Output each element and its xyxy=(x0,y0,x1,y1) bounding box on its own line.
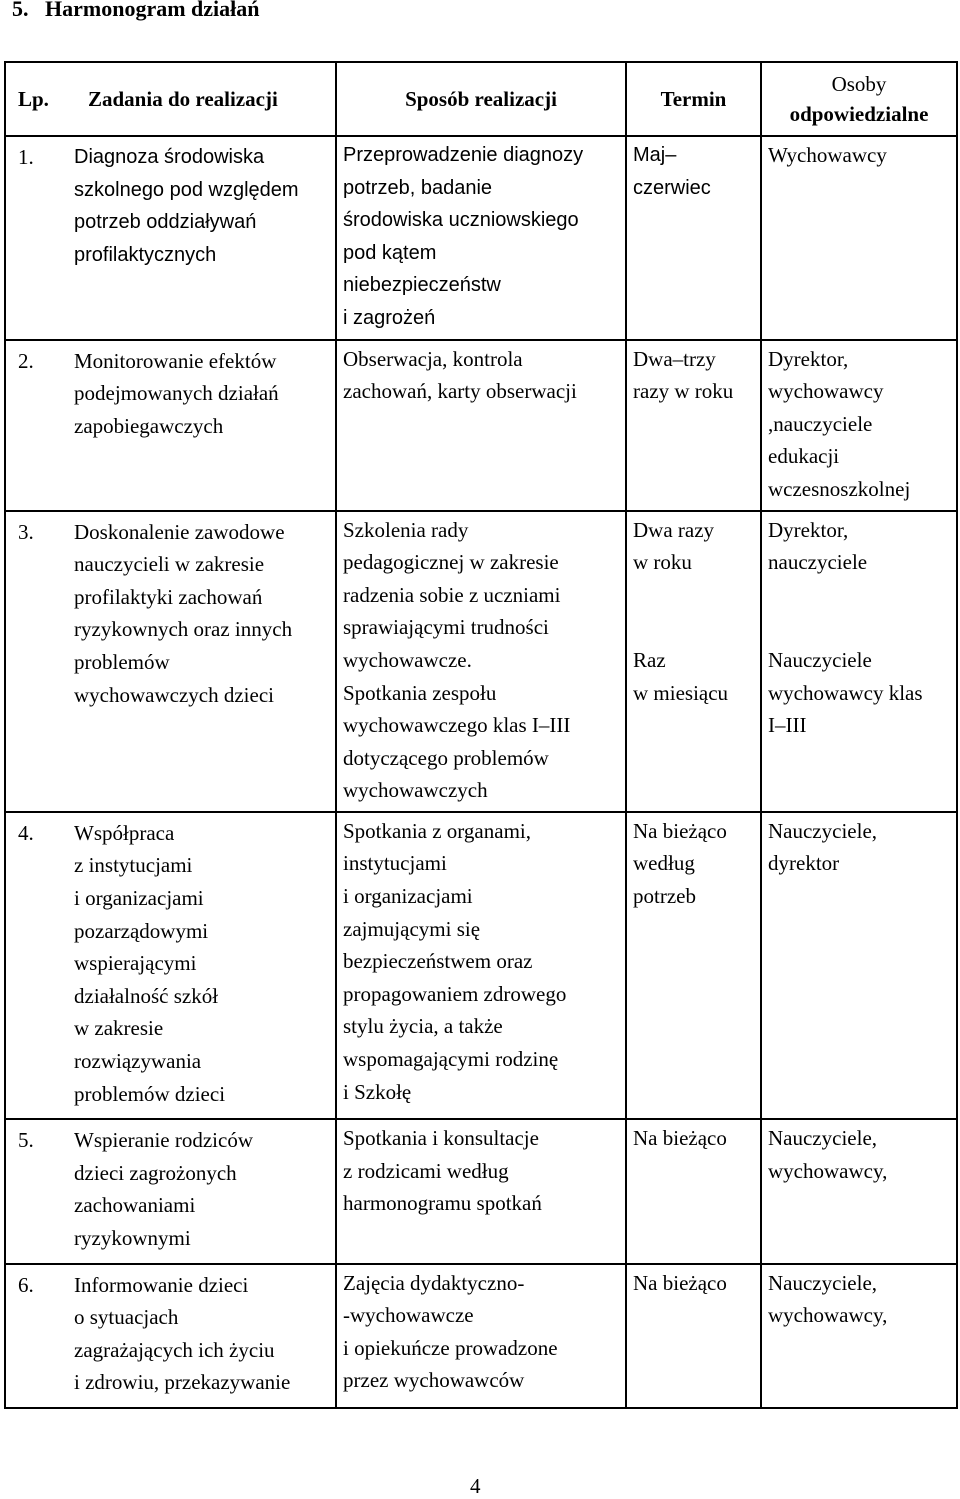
responsible-line: Dyrektor, xyxy=(768,346,849,371)
method-line: i Szkołę xyxy=(343,1079,412,1104)
method-line: harmonogramu spotkań xyxy=(343,1191,542,1216)
method-line: potrzeb, badanie xyxy=(343,176,493,199)
method-line: pod kątem xyxy=(343,241,437,264)
term-cell xyxy=(626,1119,761,1263)
method-line: Spotkania z organami, xyxy=(343,818,531,843)
term-line: Dwa razy xyxy=(633,517,715,542)
row-number: 6. xyxy=(18,1272,34,1297)
schedule-table xyxy=(4,61,958,1409)
method-cell xyxy=(336,340,626,511)
task-text xyxy=(74,141,323,271)
header-method: Sposób realizacji xyxy=(336,62,626,136)
method-line: propagowaniem zdrowego xyxy=(343,981,567,1006)
responsible-line: nauczyciele xyxy=(768,550,868,575)
task-line: Informowanie dzieci xyxy=(74,1272,249,1297)
task-text xyxy=(74,817,323,1110)
term-cell xyxy=(626,812,761,1119)
responsible-line: Nauczyciele, xyxy=(768,1270,878,1295)
method-line: i organizacjami xyxy=(343,884,473,909)
task-line: problemów dzieci xyxy=(74,1081,226,1106)
responsible-line: wczesnoszkolnej xyxy=(768,476,911,501)
task-line: dzieci zagrożonych xyxy=(74,1160,237,1185)
term-line: Raz xyxy=(633,647,666,672)
task-cell xyxy=(5,511,336,812)
task-cell xyxy=(5,340,336,511)
method-line: wspomagającymi rodzinę xyxy=(343,1047,559,1072)
method-line: bezpieczeństwem oraz xyxy=(343,949,533,974)
responsible-line: wychowawcy, xyxy=(768,1303,888,1328)
table-header-row xyxy=(5,62,957,136)
term-line: według xyxy=(633,851,695,876)
term-line: Na bieżąco xyxy=(633,1126,727,1151)
table-row xyxy=(5,812,957,1119)
method-line: pedagogicznej w zakresie xyxy=(343,550,559,575)
task-line: w zakresie xyxy=(74,1016,164,1041)
page-number: 4 xyxy=(470,1474,481,1498)
responsible-line: Dyrektor, xyxy=(768,517,849,542)
method-line: wychowawczych xyxy=(343,778,488,803)
term-cell xyxy=(626,511,761,812)
task-line: zagrażających ich życiu xyxy=(74,1337,275,1362)
task-line: nauczycieli w zakresie xyxy=(74,552,265,577)
task-text xyxy=(74,1124,323,1254)
responsible-line: Nauczyciele xyxy=(768,647,872,672)
method-line: wychowawcze. xyxy=(343,647,472,672)
header-term: Termin xyxy=(626,62,761,136)
table-row xyxy=(5,1119,957,1263)
task-line: ryzykownymi xyxy=(74,1226,191,1250)
method-line: stylu życia, a także xyxy=(343,1014,503,1039)
responsible-cell xyxy=(761,1264,957,1408)
responsible-line: I–III xyxy=(768,713,807,738)
header-task-cell xyxy=(5,62,336,136)
method-line: radzenia sobie z uczniami xyxy=(343,582,561,607)
method-line: wychowawczego klas I–III xyxy=(343,713,571,738)
task-cell xyxy=(5,812,336,1119)
task-line: Doskonalenie zawodowe xyxy=(74,519,285,544)
task-line: zapobiegawczych xyxy=(74,413,224,438)
task-line: potrzeb oddziaływań xyxy=(74,211,257,234)
row-number: 5. xyxy=(18,1128,34,1153)
task-line: Monitorowanie efektów xyxy=(74,348,277,373)
term-cell xyxy=(626,1264,761,1408)
responsible-line: wychowawcy klas xyxy=(768,680,923,705)
responsible-cell xyxy=(761,812,957,1119)
task-text xyxy=(74,345,323,443)
row-number: 3. xyxy=(18,519,34,544)
term-line: czerwiec xyxy=(633,176,711,199)
task-line: i zdrowiu, przekazywanie xyxy=(74,1370,291,1395)
method-line: Spotkania zespołu xyxy=(343,680,497,705)
task-line: pozarządowymi xyxy=(74,918,209,943)
responsible-line: wychowawcy xyxy=(768,379,884,404)
method-line: przez wychowawców xyxy=(343,1368,525,1393)
table-row xyxy=(5,340,957,511)
task-line: działalność szkół xyxy=(74,983,219,1008)
method-cell xyxy=(336,511,626,812)
table-row xyxy=(5,136,957,340)
task-line: wspierającymi xyxy=(74,951,197,976)
method-line: sprawiającymi trudności xyxy=(343,615,549,640)
task-line: rozwiązywania xyxy=(74,1049,202,1074)
header-responsible xyxy=(761,62,957,136)
method-line: i opiekuńcze prowadzone xyxy=(343,1335,558,1360)
term-line: Na bieżąco xyxy=(633,1270,727,1295)
responsible-cell xyxy=(761,1119,957,1263)
responsible-cell xyxy=(761,340,957,511)
responsible-cell xyxy=(761,511,957,812)
row-number: 1. xyxy=(18,145,34,169)
term-line: potrzeb xyxy=(633,884,696,909)
task-cell xyxy=(5,1264,336,1408)
method-cell xyxy=(336,136,626,340)
task-cell xyxy=(5,1119,336,1263)
term-cell xyxy=(626,136,761,340)
task-line: Współpraca xyxy=(74,820,175,845)
method-line: zajmującymi się xyxy=(343,916,481,941)
method-line: Szkolenia rady xyxy=(343,517,469,542)
header-responsible-line: Osoby xyxy=(831,72,887,96)
task-line: szkolnego pod względem xyxy=(74,178,299,201)
method-line: Zajęcia dydaktyczno- xyxy=(343,1270,525,1295)
task-line: wychowawczych dzieci xyxy=(74,682,274,707)
row-number: 2. xyxy=(18,348,34,373)
term-line: Maj– xyxy=(633,144,677,166)
method-line: Spotkania i konsultacje xyxy=(343,1126,539,1151)
task-line: i organizacjami xyxy=(74,886,204,911)
responsible-line: Wychowawcy xyxy=(768,143,887,167)
method-line: Przeprowadzenie diagnozy xyxy=(343,144,584,166)
method-line: Obserwacja, kontrola xyxy=(343,346,523,371)
term-line: Na bieżąco xyxy=(633,818,727,843)
task-text xyxy=(74,1269,323,1399)
term-line: Dwa–trzy xyxy=(633,346,716,371)
task-text xyxy=(74,516,323,712)
method-line: i zagrożeń xyxy=(343,306,436,329)
row-number: 4. xyxy=(18,820,34,845)
method-line: zachowań, karty obserwacji xyxy=(343,379,577,404)
term-line: razy w roku xyxy=(633,379,734,404)
task-line: ryzykownych oraz innych xyxy=(74,617,293,642)
task-line: zachowaniami xyxy=(74,1193,196,1218)
task-line: z instytucjami xyxy=(74,853,193,878)
task-line: profilaktyki zachowań xyxy=(74,584,263,609)
responsible-cell xyxy=(761,136,957,340)
section-heading: 5. Harmonogram działań xyxy=(12,0,260,21)
term-line: w miesiącu xyxy=(633,680,729,705)
method-line: dotyczącego problemów xyxy=(343,745,549,770)
method-cell xyxy=(336,1119,626,1263)
header-lp: Lp. xyxy=(18,87,49,111)
responsible-line: ,nauczyciele xyxy=(768,411,873,436)
responsible-line: dyrektor xyxy=(768,851,840,876)
task-line: Wspieranie rodziców xyxy=(74,1128,254,1153)
term-line: w roku xyxy=(633,550,692,575)
header-responsible-line: odpowiedzialne xyxy=(789,102,929,126)
table-row xyxy=(5,1264,957,1408)
table-row xyxy=(5,511,957,812)
task-line: problemów xyxy=(74,649,170,674)
method-cell xyxy=(336,1264,626,1408)
method-line: niebezpieczeństw xyxy=(343,274,501,297)
method-line: środowiska uczniowskiego xyxy=(343,209,579,232)
method-line: z rodzicami według xyxy=(343,1158,509,1183)
responsible-line: Nauczyciele, xyxy=(768,818,878,843)
task-line: podejmowanych działań xyxy=(74,381,279,406)
responsible-line: wychowawcy, xyxy=(768,1158,888,1183)
task-cell xyxy=(5,136,336,340)
term-cell xyxy=(626,340,761,511)
responsible-line: edukacji xyxy=(768,444,840,469)
method-cell xyxy=(336,812,626,1119)
task-line: o sytuacjach xyxy=(74,1305,179,1330)
method-line: -wychowawcze xyxy=(343,1303,474,1328)
method-line: instytucjami xyxy=(343,851,447,876)
header-task: Zadania do realizacji xyxy=(88,87,278,111)
task-line: profilaktycznych xyxy=(74,243,217,266)
responsible-line: Nauczyciele, xyxy=(768,1126,878,1151)
task-line: Diagnoza środowiska xyxy=(74,146,265,168)
